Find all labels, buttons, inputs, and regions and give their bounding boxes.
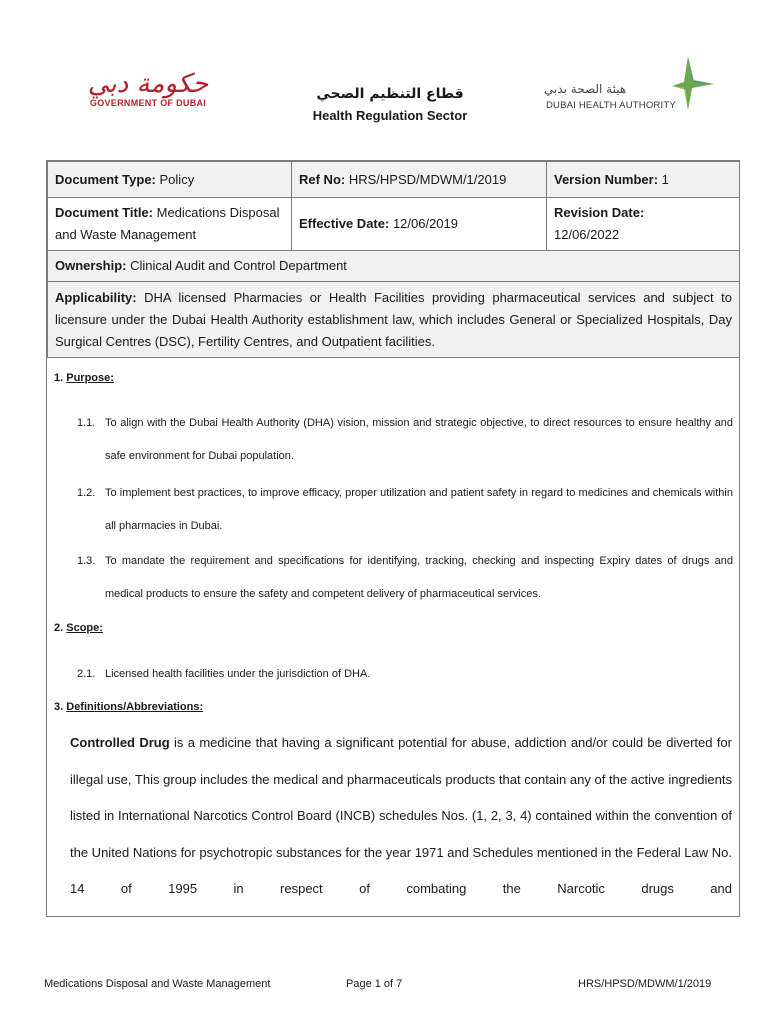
section-heading-scope [54, 622, 103, 634]
document-meta-table [47, 161, 740, 358]
section-number: 3. [54, 701, 64, 713]
dubai-health-authority-logo [544, 54, 724, 114]
version-value: 1 [661, 171, 669, 187]
ownership-value: Clinical Audit and Control Department [130, 258, 347, 273]
section-title: Purpose: [66, 372, 114, 384]
item-number: 1.1. [77, 417, 96, 429]
document-frame [46, 160, 740, 917]
ref-no-value: HRS/HPSD/MDWM/1/2019 [348, 171, 507, 187]
ref-no-cell [292, 162, 547, 198]
doc-title-value: Medications Disposal and Waste Management [55, 205, 280, 242]
section-heading-definitions [54, 701, 203, 713]
gov-logo-english: GOVERNMENT OF DUBAI [89, 98, 207, 108]
sector-title-english: Health Regulation Sector [312, 108, 468, 123]
section-number: 2. [54, 622, 64, 634]
revision-date-value: 12/06/2022 [554, 227, 620, 242]
item-text: To mandate the requirement and specifications for identifying, tracking, checking and inspecting Expiry dates of drugs and medical products to ensure the safety and competent delivery of pharmaceutical services. [105, 555, 733, 600]
applicability-label: Applicability: [55, 289, 137, 305]
definition-term: Controlled Drug [70, 735, 170, 750]
section-title: Scope: [66, 622, 103, 634]
sector-title-arabic: قطاع التنظيم الصحي [316, 86, 464, 102]
item-number: 2.1. [77, 668, 96, 680]
section-title: Definitions/Abbreviations: [66, 701, 204, 713]
sector-title [270, 86, 510, 123]
dha-logo-arabic: هيئة الصحة بدبي [544, 82, 627, 96]
ref-no-label: Ref No: [299, 171, 346, 187]
government-of-dubai-logo [80, 70, 216, 108]
doc-type-value: Policy [159, 171, 195, 187]
doc-title-cell [48, 198, 292, 251]
revision-date-label: Revision Date: [554, 205, 645, 220]
applicability-cell [48, 282, 740, 358]
item-text: To align with the Dubai Health Authority (DHA) vision, mission and strategic objective, to direct resources to ensure healthy and safe environment for Dubai population. [105, 417, 733, 462]
dha-logo-english: DUBAI HEALTH AUTHORITY [546, 100, 676, 111]
doc-type-cell [48, 162, 292, 198]
applicability-value: DHA licensed Pharmacies or Health Facilities providing pharmaceutical services and subject to licensure under the Dubai Health Authority establishment law, which includes General or Specialized Hospitals, Day Surgical Centres (DSC), Fertility Centres, and Outpatient facilities. [55, 289, 732, 349]
effective-date-cell [292, 198, 547, 251]
gov-logo-arabic: حكومة دبي [87, 69, 209, 99]
definition-paragraph [70, 725, 732, 908]
ownership-cell [48, 251, 740, 282]
doc-title-label: Document Title: [55, 205, 153, 220]
section-number: 1. [54, 372, 64, 384]
ownership-label: Ownership: [55, 258, 127, 273]
page-header [0, 0, 768, 160]
footer-document-title: Medications Disposal and Waste Management [44, 978, 271, 990]
item-text: To implement best practices, to improve efficacy, proper utilization and patient safety in regard to medicines and chemicals within all pharmacies in Dubai. [105, 487, 733, 532]
footer-page-number: Page 1 of 7 [346, 978, 403, 990]
effective-date-label: Effective Date: [299, 216, 390, 231]
item-text: Licensed health facilities under the jurisdiction of DHA. [105, 668, 371, 680]
effective-date-value: 12/06/2019 [392, 216, 459, 231]
revision-date-cell [547, 198, 740, 251]
version-cell [547, 162, 740, 198]
item-number: 1.3. [77, 555, 96, 567]
version-label: Version Number: [554, 171, 659, 187]
definition-text: is a medicine that having a significant potential for abuse, addiction and/or could be diverted for illegal use, This group includes the medical and pharmaceuticals products that contain any of the active ingredients listed in International Narcotics Control Board (INCB) schedules Nos. (1, 2, 3, 4) contained within the convention of the United Nations for psychotropic substances for the year 1971 and Schedules mentioned in the Federal Law No. 14 of 1995 in respect of combating the Narcotic drugs and [70, 735, 732, 896]
doc-type-label: Document Type: [55, 171, 156, 187]
item-number: 1.2. [77, 487, 96, 499]
footer-ref-number: HRS/HPSD/MDWM/1/2019 [578, 978, 712, 990]
section-heading-purpose [54, 372, 114, 384]
